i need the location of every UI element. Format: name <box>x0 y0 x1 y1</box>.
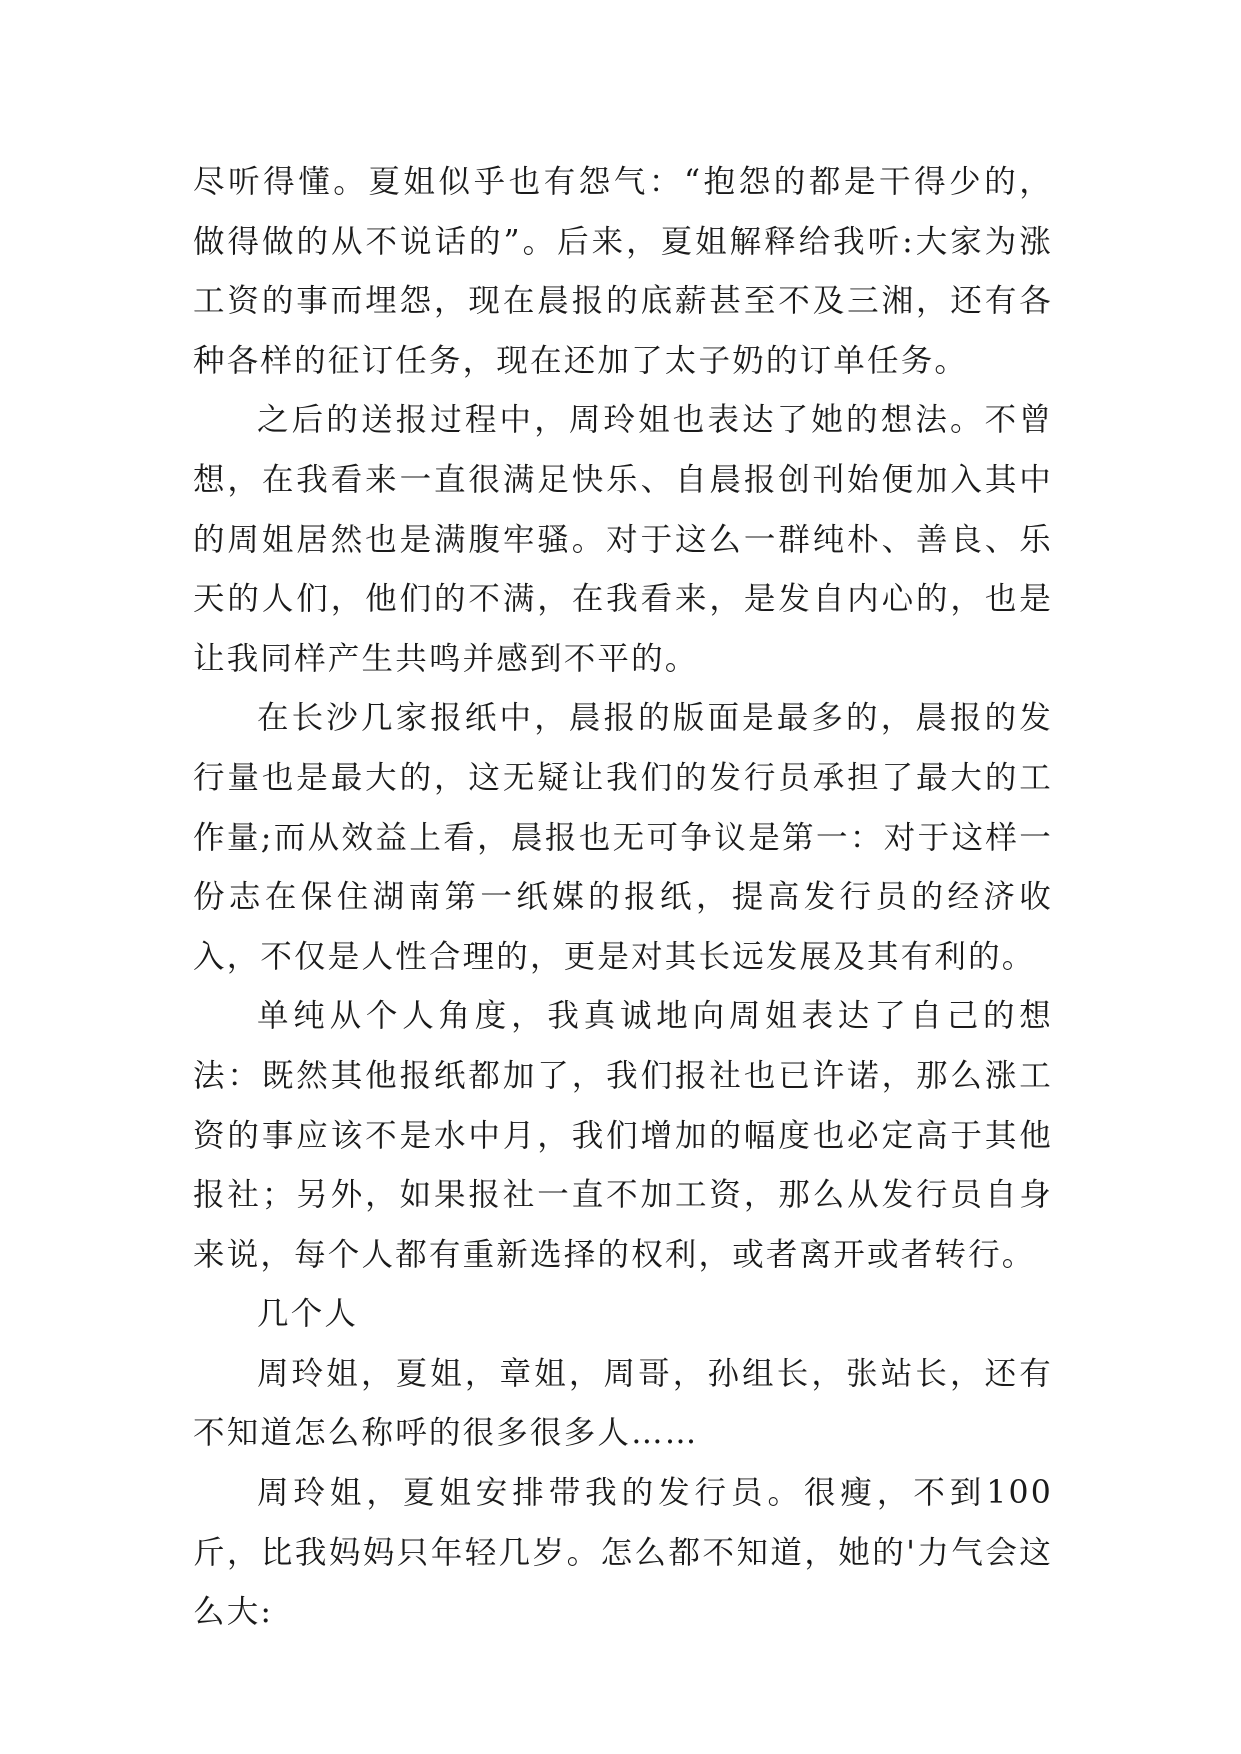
paragraph-4: 单纯从个人角度，我真诚地向周姐表达了自己的想法：既然其他报纸都加了，我们报社也已许诺，那么涨工资的事应该不是水中月，我们增加的幅度也必定高于其他报社；另外，如果报社一直不加工资，那么从发行员自身来说，每个人都有重新选择的权利，或者离开或者转行。 <box>193 998 1053 1273</box>
paragraph-2: 之后的送报过程中，周玲姐也表达了她的想法。不曾想，在我看来一直很满足快乐、自晨报创刊始便加入其中的周姐居然也是满腹牢骚。对于这么一群纯朴、善良、乐天的人们，他们的不满，在我看来，是发自内心的，也是让我同样产生共鸣并感到不平的。 <box>193 402 1053 677</box>
paragraph-3: 在长沙几家报纸中，晨报的版面是最多的，晨报的发行量也是最大的，这无疑让我们的发行员承担了最大的工作量;而从效益上看，晨报也无可争议是第一：对于这样一份志在保住湖南第一纸媒的报纸，提高发行员的经济收入，不仅是人性合理的，更是对其长远发展及其有利的。 <box>193 700 1053 975</box>
paragraph-1: 尽听得懂。夏姐似乎也有怨气：“抱怨的都是干得少的，做得做的从不说话的”。后来，夏姐解释给我听:大家为涨工资的事而埋怨，现在晨报的底薪甚至不及三湘，还有各种各样的征订任务，现在还加了太子奶的订单任务。 <box>193 164 1053 379</box>
document-body <box>193 153 1053 1643</box>
paragraph-7: 周玲姐，夏姐安排带我的发行员。很瘦，不到100斤，比我妈妈只年轻几岁。怎么都不知道，她的'力气会这么大: <box>193 1475 1053 1631</box>
paragraph-6: 周玲姐，夏姐，章姐，周哥，孙组长，张站长，还有不知道怎么称呼的很多很多人…… <box>193 1355 1053 1452</box>
section-heading: 几个人 <box>257 1296 359 1333</box>
